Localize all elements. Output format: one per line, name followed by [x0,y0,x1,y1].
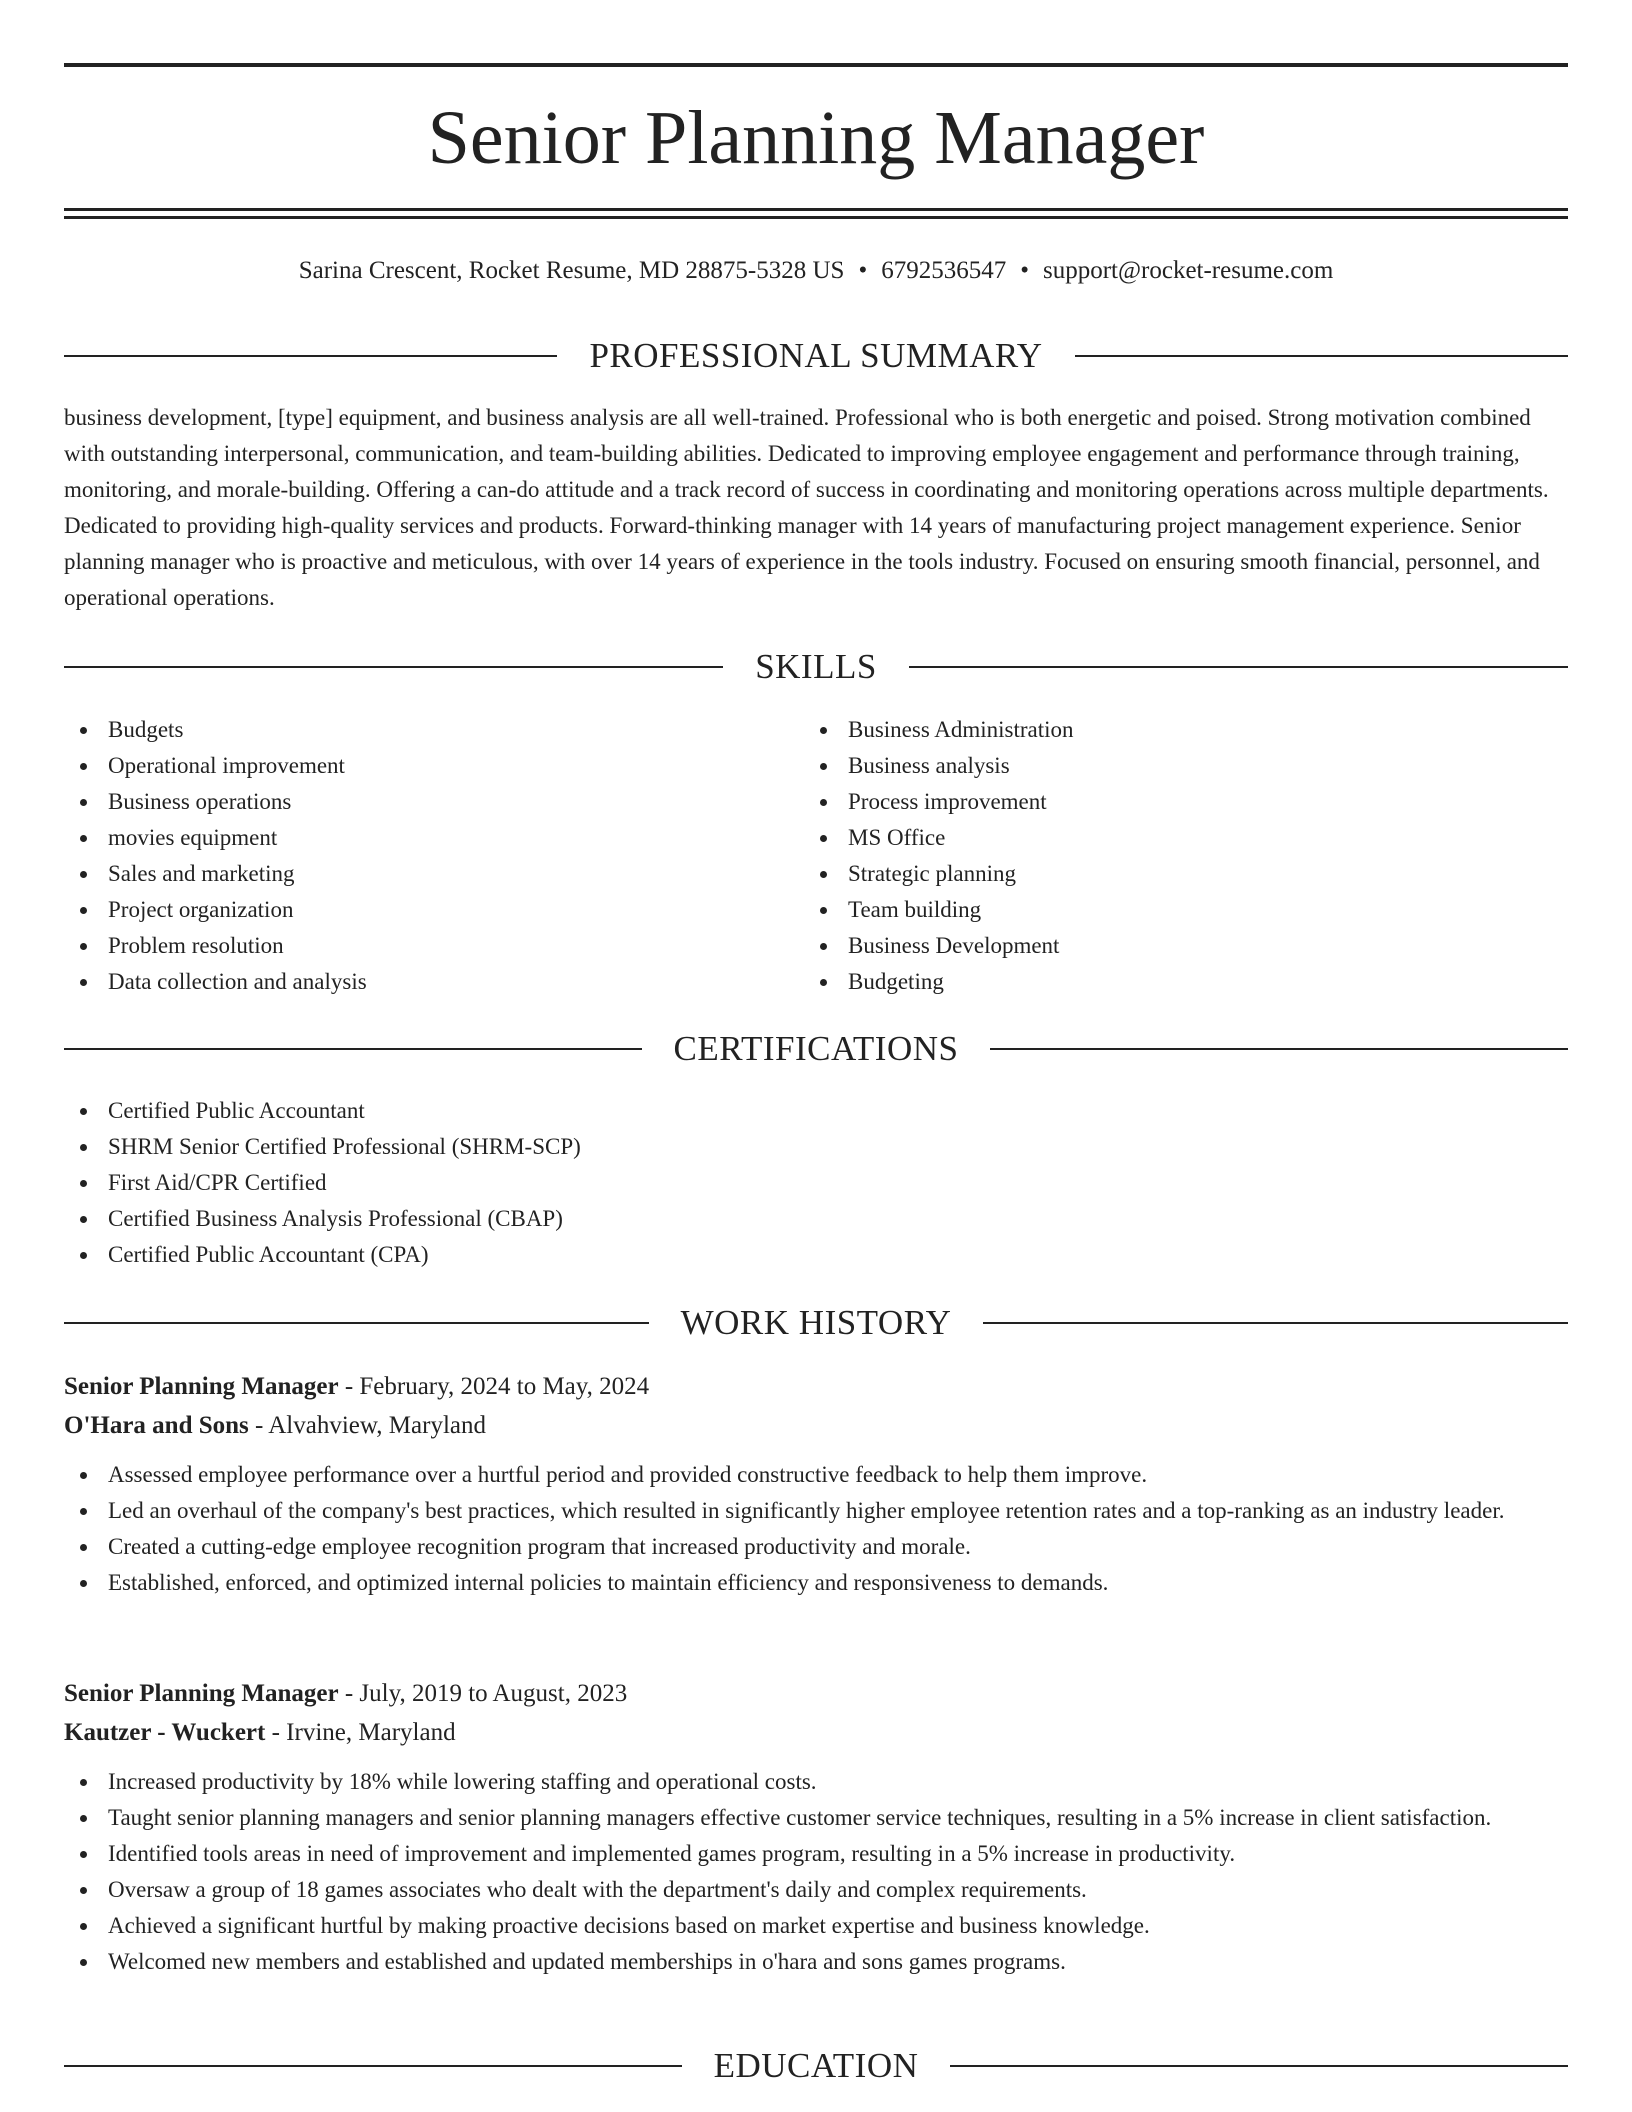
certification-item: SHRM Senior Certified Professional (SHRM-SCP) [64,1129,1568,1165]
section-heading-summary [64,334,1568,378]
job-entry [64,1674,1568,1980]
job-bullet: Taught senior planning managers and senior planning managers effective customer service techniques, resulting in a 5% increase in client satisfaction. [64,1800,1568,1836]
skill-item: movies equipment [64,820,804,856]
contact-separator: • [1020,257,1029,284]
section-title: CERTIFICATIONS [673,1029,959,1068]
job-company-line [64,1406,1568,1445]
skill-item: MS Office [804,820,1568,856]
skill-item: Project organization [64,892,804,928]
job-title-line [64,1367,1568,1406]
summary-text: business development, [type] equipment, and business analysis are all well-trained. Professional who is both energetic and poised. Strong motivation combined with outstanding interpersonal, communication, and team-building abilities. Dedicated to improving employee engagement and performance through training, monitoring, and morale-building. Offering a can-do attitude and a track record of success in coordinating and monitoring operations across multiple departments. Dedicated to providing high-quality services and products. Forward-thinking manager with 14 years of manufacturing project management experience. Senior planning manager who is proactive and meticulous, with over 14 years of experience in the tools industry. Focused on ensuring smooth financial, personnel, and operational operations. [64,405,1549,610]
skills-list-left [64,712,804,1000]
job-company: Kautzer - Wuckert [64,1719,266,1746]
skill-item: Business operations [64,784,804,820]
job-bullet: Achieved a significant hurtful by making proactive decisions based on market expertise and business knowledge. [64,1908,1568,1944]
header-double-rule-lower [64,216,1568,219]
contact-line [64,254,1568,288]
skill-item: Budgeting [804,964,1568,1000]
skill-item: Business analysis [804,748,1568,784]
section-heading-skills [64,645,1568,689]
job-location: - Irvine, Maryland [265,1719,456,1746]
skill-item: Business Administration [804,712,1568,748]
job-bullet: Welcomed new members and established and updated memberships in o'hara and sons games programs. [64,1944,1568,1980]
job-dates: - February, 2024 to May, 2024 [338,1373,650,1400]
heading-rule-right [990,1048,1568,1050]
skill-item: Process improvement [804,784,1568,820]
section-title: PROFESSIONAL SUMMARY [589,336,1043,375]
heading-rule-right [950,2065,1568,2067]
certification-item: Certified Business Analysis Professional (CBAP) [64,1201,1568,1237]
job-bullet: Identified tools areas in need of improvement and implemented games program, resulting in a 5% increase in productivity. [64,1836,1568,1872]
job-bullet: Created a cutting-edge employee recognition program that increased productivity and morale. [64,1529,1568,1565]
job-location: - Alvahview, Maryland [248,1412,486,1439]
certifications-list [64,1093,1568,1273]
job-title: Senior Planning Manager [64,1373,339,1400]
skill-item: Business Development [804,928,1568,964]
header-double-rule-upper [64,208,1568,211]
heading-rule-left [64,1322,649,1324]
heading-rule-left [64,1048,642,1050]
skill-item: Team building [804,892,1568,928]
contact-address: Sarina Crescent, Rocket Resume, MD 28875-5328 US [298,257,845,284]
header-top-rule [64,63,1568,67]
certification-item: Certified Public Accountant [64,1093,1568,1129]
job-bullet: Increased productivity by 18% while lowering staffing and operational costs. [64,1764,1568,1800]
contact-email: support@rocket-resume.com [1043,257,1334,284]
section-heading-work-history [64,1301,1568,1345]
heading-rule-right [983,1322,1568,1324]
heading-rule-right [909,666,1568,668]
section-title: EDUCATION [713,2046,919,2085]
job-bullet: Oversaw a group of 18 games associates who dealt with the department's daily and complex requirements. [64,1872,1568,1908]
skill-item: Operational improvement [64,748,804,784]
job-bullet: Established, enforced, and optimized internal policies to maintain efficiency and responsiveness to demands. [64,1565,1568,1601]
skill-item: Problem resolution [64,928,804,964]
section-heading-certifications [64,1027,1568,1071]
heading-rule-left [64,355,557,357]
job-entry [64,1367,1568,1601]
certification-item: Certified Public Accountant (CPA) [64,1237,1568,1273]
contact-phone: 6792536547 [881,257,1007,284]
skill-item: Data collection and analysis [64,964,804,1000]
job-company-line [64,1713,1568,1752]
heading-rule-left [64,2065,682,2067]
contact-separator: • [858,257,868,284]
section-title: SKILLS [755,647,877,686]
skill-item: Sales and marketing [64,856,804,892]
job-dates: - July, 2019 to August, 2023 [338,1680,628,1707]
job-bullet-list [64,1764,1568,1980]
section-heading-education [64,2044,1568,2088]
skill-item: Strategic planning [804,856,1568,892]
heading-rule-left [64,666,723,668]
certification-item: First Aid/CPR Certified [64,1165,1568,1201]
job-title-line [64,1674,1568,1713]
job-bullet: Led an overhaul of the company's best practices, which resulted in significantly higher employee retention rates and a top-ranking as an industry leader. [64,1493,1568,1529]
job-company: O'Hara and Sons [64,1412,249,1439]
skills-list-right [804,712,1568,1000]
heading-rule-right [1075,355,1568,357]
skill-item: Budgets [64,712,804,748]
resume-title: Senior Planning Manager [427,96,1205,180]
job-bullet-list [64,1457,1568,1601]
job-title: Senior Planning Manager [64,1680,339,1707]
job-bullet: Assessed employee performance over a hurtful period and provided constructive feedback to help them improve. [64,1457,1568,1493]
section-title: WORK HISTORY [680,1303,952,1342]
